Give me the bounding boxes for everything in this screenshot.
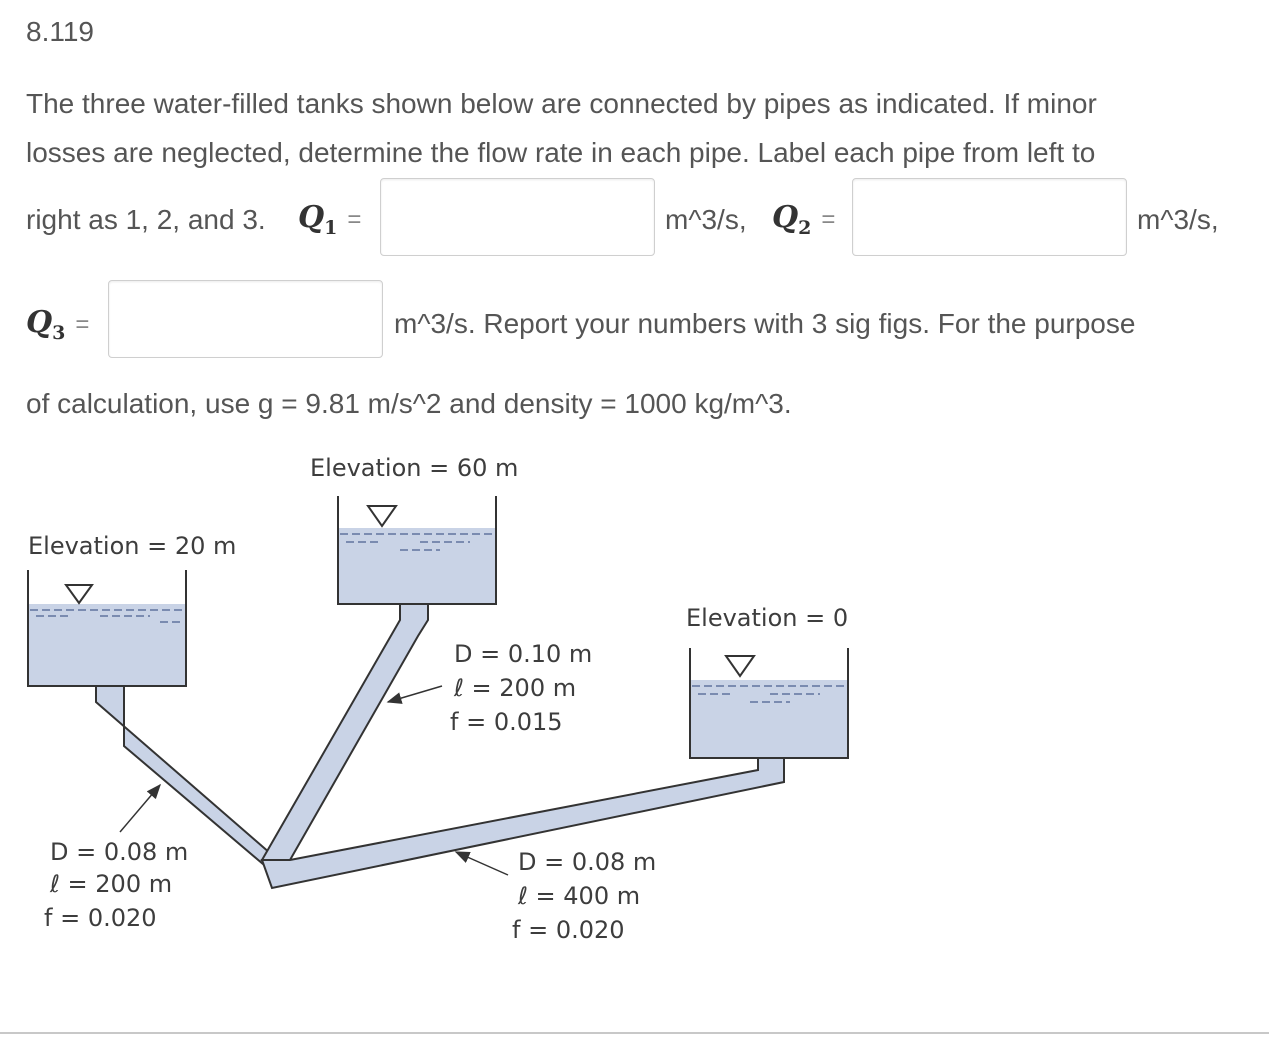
- question-number: 8.119: [26, 16, 94, 47]
- pipe-3-specs: [512, 848, 656, 944]
- q3-answer-input[interactable]: [108, 280, 383, 358]
- pipe-2: [262, 604, 428, 860]
- q1-label: [298, 200, 367, 239]
- pipe-3-friction: f = 0.020: [512, 916, 625, 944]
- question-text-line-1: The three water-filled tanks shown below are connected by pipes as indicated. If minor: [26, 88, 1097, 119]
- pipe-2-friction: f = 0.015: [450, 708, 563, 736]
- pipe-1-leader-arrow: [120, 785, 160, 832]
- pipe-2-leader-arrow: [388, 686, 442, 702]
- right-tank-water-level-icon: [726, 656, 754, 676]
- left-tank: [28, 570, 186, 686]
- q2-answer-input[interactable]: [852, 178, 1127, 256]
- q1-answer-input[interactable]: [380, 178, 655, 256]
- pipe-1-specs: [44, 838, 188, 932]
- bottom-divider: [0, 1032, 1269, 1034]
- three-tank-pipe-diagram: [0, 440, 1269, 1000]
- pipe-1-length: ℓ = 200 m: [50, 870, 173, 898]
- right-tank-elevation-label: Elevation = 0: [686, 604, 849, 632]
- right-tank: [690, 648, 848, 758]
- q3-equals: =: [75, 311, 90, 338]
- pipe-3-diameter: D = 0.08 m: [518, 848, 657, 876]
- q3-label: [26, 305, 95, 344]
- q1-symbol: Q: [298, 200, 325, 235]
- pipe-2-diameter: D = 0.10 m: [454, 640, 593, 668]
- q2-symbol: Q: [772, 200, 799, 235]
- left-tank-water-level-icon: [66, 585, 92, 603]
- q3-symbol: Q: [26, 305, 53, 340]
- q2-equals: =: [821, 206, 836, 233]
- question-text-line-2: losses are neglected, determine the flow rate in each pipe. Label each pipe from left to: [26, 137, 1096, 168]
- question-text-line-3-prefix: right as 1, 2, and 3.: [26, 204, 266, 235]
- pipe-1-friction: f = 0.020: [44, 904, 157, 932]
- q1-subscript: 1: [324, 217, 338, 239]
- pipe-3-length: ℓ = 400 m: [518, 882, 641, 910]
- pipe-1-diameter: D = 0.08 m: [50, 838, 189, 866]
- q1-unit: m^3/s,: [665, 204, 747, 235]
- q2-unit: m^3/s,: [1137, 204, 1219, 235]
- q3-unit-and-instructions: m^3/s. Report your numbers with 3 sig figs. For the purpose: [394, 308, 1136, 339]
- middle-tank-water-level-icon: [368, 506, 396, 526]
- middle-tank: [338, 496, 496, 604]
- left-tank-elevation-label: Elevation = 20 m: [28, 532, 237, 560]
- q2-subscript: 2: [798, 217, 812, 239]
- q2-label: [772, 200, 841, 239]
- question-text-line-5: of calculation, use g = 9.81 m/s^2 and density = 1000 kg/m^3.: [26, 388, 792, 419]
- pipe-2-length: ℓ = 200 m: [454, 674, 577, 702]
- q3-subscript: 3: [52, 322, 66, 344]
- q1-equals: =: [347, 206, 362, 233]
- pipe-2-specs: [450, 640, 592, 736]
- pipe-network: [96, 604, 784, 888]
- middle-tank-elevation-label: Elevation = 60 m: [310, 454, 519, 482]
- pipe-3-leader-arrow: [456, 852, 508, 875]
